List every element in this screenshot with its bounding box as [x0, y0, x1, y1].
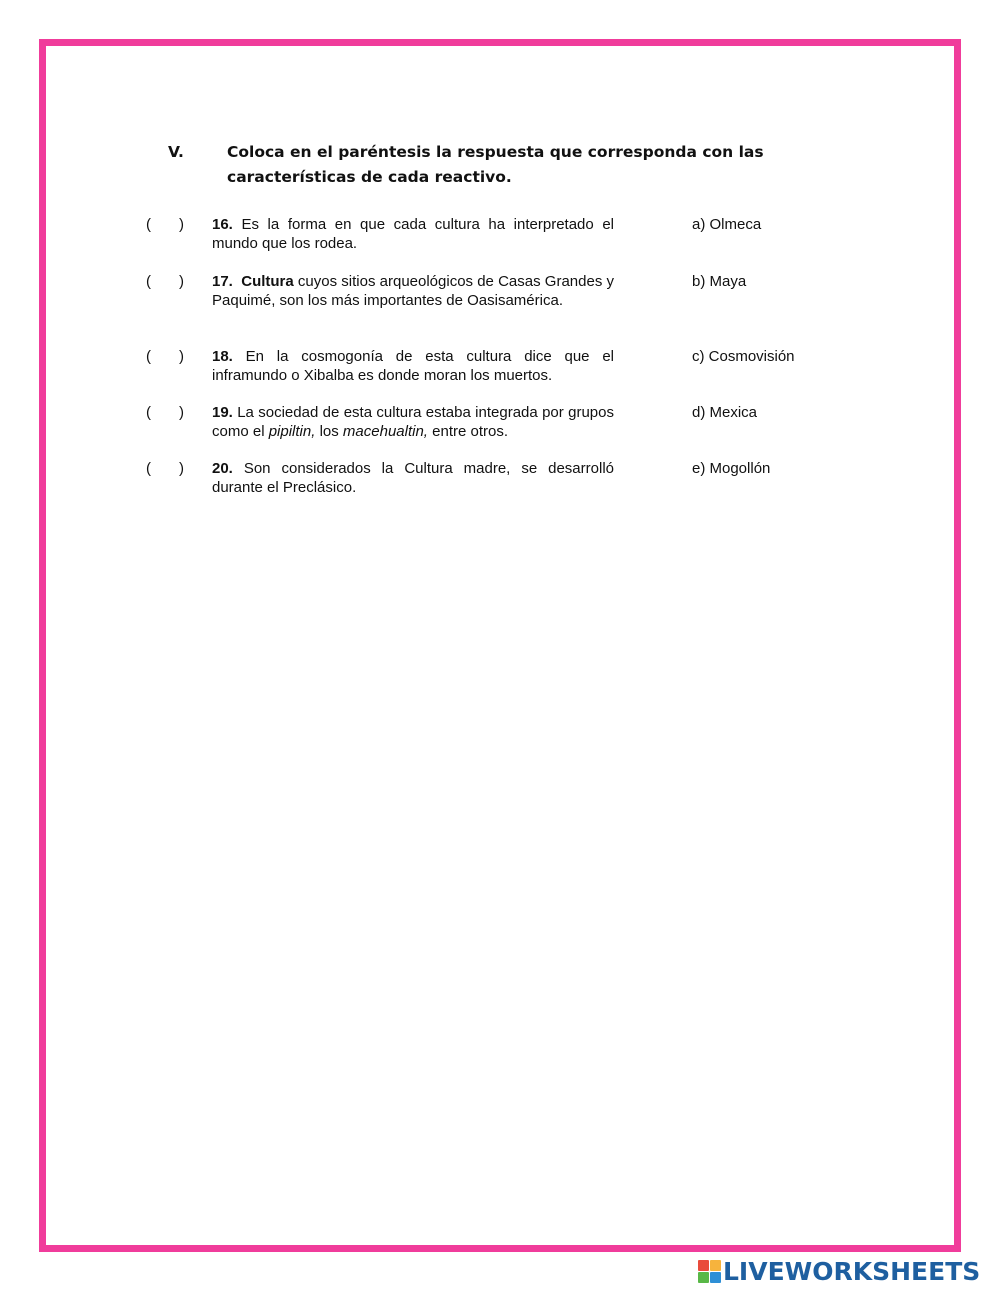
question-number: 16. [212, 216, 233, 233]
section-instruction: Coloca en el paréntesis la respuesta que corresponda con las características de cada reactivo. [227, 143, 764, 186]
answer-blank[interactable]: ( ) [146, 460, 184, 477]
logo-text: LIVEWORKSHEETS [723, 1256, 981, 1286]
question-number: 20. [212, 460, 233, 477]
question-text: 19. La sociedad de esta cultura estaba integrada por grupos como el pipiltin, los macehualtin, entre otros. [212, 404, 614, 440]
section-number: V. [168, 143, 184, 161]
liveworksheets-logo [697, 1256, 980, 1286]
answer-option: a) Olmeca [692, 216, 762, 233]
question-number: 19. [212, 404, 233, 421]
answer-option: b) Maya [692, 273, 747, 290]
question-keyword: Cultura [241, 273, 294, 290]
question-number: 17. [212, 273, 233, 290]
question-text: 16. Es la forma en que cada cultura ha interpretado el mundo que los rodea. [212, 216, 614, 252]
answer-option: c) Cosmovisión [692, 348, 795, 365]
answer-blank[interactable]: ( ) [146, 273, 184, 290]
question-text: 17. Cultura cuyos sitios arqueológicos de Casas Grandes y Paquimé, son los más importantes de Oasisamérica. [212, 273, 614, 309]
answer-blank[interactable]: ( ) [146, 404, 184, 421]
answer-option: e) Mogollón [692, 460, 771, 477]
question-number: 18. [212, 348, 233, 365]
question-text: 18. En la cosmogonía de esta cultura dice que el inframundo o Xibalba es donde moran los muertos. [212, 348, 614, 384]
question-text: 20. Son considerados la Cultura madre, se desarrolló durante el Preclásico. [212, 460, 614, 496]
logo-badge-icon [697, 1259, 721, 1283]
answer-blank[interactable]: ( ) [146, 348, 184, 365]
answer-blank[interactable]: ( ) [146, 216, 184, 233]
answer-option: d) Mexica [692, 404, 758, 421]
